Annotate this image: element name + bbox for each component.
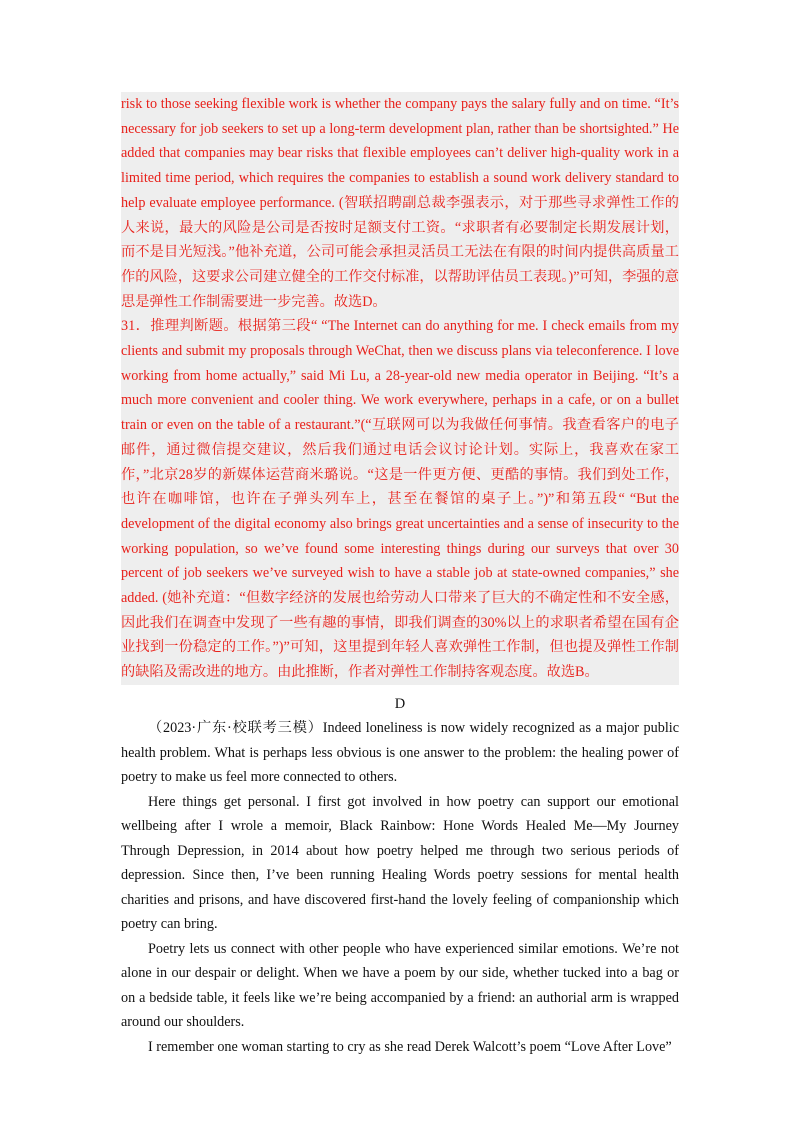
- answer-paragraph-30: risk to those seeking flexible work is whether the company pays the salary fully and on time. “It’s necessary for job seekers to set up a long-term development plan, rather than be shortsighted.” He added that companies may bear risks that flexible employees can’t deliver high-quality work in a limited time period, which requires the companies to establish a sound work delivery standard to help evaluate employee performance. (智联招聘副总裁李强表示，对于那些寻求弹性工作的人来说，最大的风险是公司是否按时足额支付工资。“求职者有必要制定长期发展计划，而不是目光短浅。”他补充道，公司可能会承担灵活员工无法在有限的时间内提供高质量工作的风险，这要求公司建立健全的工作交付标准，以帮助评估员工表现。)”可知，李强的意思是弹性工作制需要进一步完善。故选D。: [121, 96, 679, 310]
- passage-paragraph: （2023·广东·校联考三模）Indeed loneliness is now widely recognized as a major public health problem. What is perhaps less obvious is one answer to the problem: the healing power of poetry to make us feel more connected to others.: [121, 720, 679, 785]
- passage-paragraph: Here things get personal. I first got involved in how poetry can support our emotional wellbeing after I wrole a memoir, Black Rainbow: Hone Words Healed Me—My Journey Through Depression, in 2014 about how poetry helped me through two serious periods of depression. Since then, I’ve been running Healing Words poetry sessions for mental health charities and prisons, and have discovered first-hand the lovely feeling of companionship which poetry can bring.: [121, 793, 679, 932]
- answer-paragraph-31: 31．推理判断题。根据第三段“ “The Internet can do anything for me. I check emails from my clients and submit my proposals through WeChat, then we discuss plans via teleconference. I love working from home actually,” said Mi Lu, a 28-year-old new media operator in Beijing. “It’s a much more convenient and cooler thing. We work everywhere, perhaps in a cafe, or on a bullet train or even on the table of a restaurant.”(“互联网可以为我做任何事情。我查看客户的电子邮件，通过微信提交建议，然后我们通过电话会议讨论计划。实际上，我喜欢在家工作，”北京28岁的新媒体运营商米璐说。“这是一件更方便、更酷的事情。我们到处工作，也许在咖啡馆，也许在子弹头列车上，甚至在餐馆的桌子上。”)”和第五段“ “But the development of the digital economy also brings great uncertainties and a sense of insecurity to the working population, so we’ve found some interesting things during our surveys that over 30 percent of job seekers we’ve surveyed wish to have a stable job at state-owned companies,” she added. (她补充道：“但数字经济的发展也给劳动人口带来了巨大的不确定性和不安全感，因此我们在调查中发现了一些有趣的事情，即我们调查的30%以上的求职者希望在国有企业找到一份稳定的工作。”)”可知，这里提到年轻人喜欢弹性工作制，但也提及弹性工作制的缺陷及需改进的地方。由此推断，作者对弹性工作制持客观态度。故选B。: [121, 318, 679, 681]
- reading-passage: [121, 716, 679, 1059]
- answer-explanation-block: [121, 92, 679, 685]
- passage-paragraph: Poetry lets us connect with other people who have experienced similar emotions. We’re not alone in our despair or delight. When we have a poem by our side, whether tucked into a bag or on a bedside table, it feels like we’re being accompanied by a friend: an authorial arm is wrapped around our shoulders.: [121, 940, 679, 1030]
- passage-paragraph: I remember one woman starting to cry as she read Derek Walcott’s poem “Love After Love”: [148, 1038, 672, 1055]
- section-heading: D: [394, 696, 406, 712]
